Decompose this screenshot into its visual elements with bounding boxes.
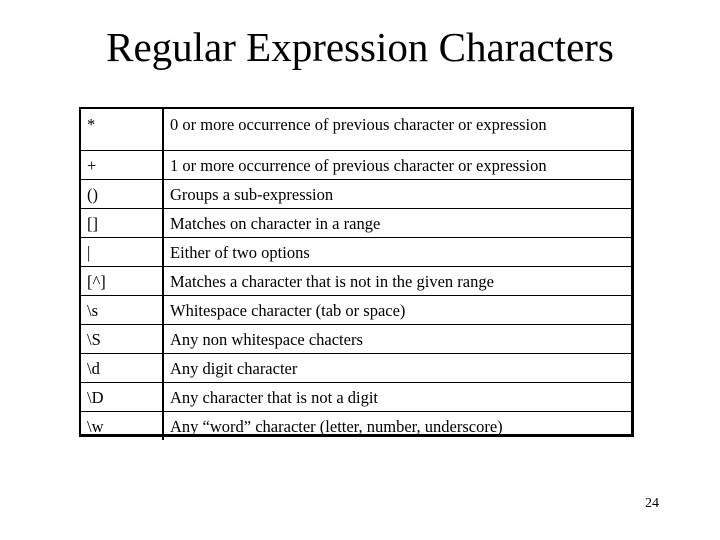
- symbol-cell: []: [81, 208, 163, 237]
- description-cell: Whitespace character (tab or space): [163, 295, 631, 324]
- regex-table-container: [79, 107, 634, 437]
- description-cell: Any digit character: [163, 353, 631, 382]
- table-row: [81, 382, 631, 411]
- description-cell: Groups a sub-expression: [163, 179, 631, 208]
- description-cell: 1 or more occurrence of previous character or expression: [163, 150, 631, 179]
- description-cell: Any non whitespace chacters: [163, 324, 631, 353]
- symbol-cell: *: [81, 109, 163, 150]
- page-number: 24: [645, 496, 659, 511]
- symbol-cell: \w: [81, 411, 163, 440]
- table-row: [81, 208, 631, 237]
- symbol-cell: \d: [81, 353, 163, 382]
- regex-table: [81, 109, 631, 440]
- table-row: [81, 411, 631, 440]
- table-row: [81, 295, 631, 324]
- symbol-cell: \D: [81, 382, 163, 411]
- description-cell: Matches a character that is not in the given range: [163, 266, 631, 295]
- symbol-cell: (): [81, 179, 163, 208]
- slide-title: Regular Expression Characters: [106, 24, 614, 70]
- table-row: [81, 353, 631, 382]
- symbol-cell: \S: [81, 324, 163, 353]
- table-row: [81, 109, 631, 150]
- table-row: [81, 237, 631, 266]
- table-row: [81, 150, 631, 179]
- description-cell: Matches on character in a range: [163, 208, 631, 237]
- table-row: [81, 324, 631, 353]
- symbol-cell: +: [81, 150, 163, 179]
- symbol-cell: [^]: [81, 266, 163, 295]
- table-row: [81, 179, 631, 208]
- symbol-cell: \s: [81, 295, 163, 324]
- description-cell: 0 or more occurrence of previous character or expression: [170, 115, 547, 134]
- description-cell: Any character that is not a digit: [163, 382, 631, 411]
- description-cell: Either of two options: [163, 237, 631, 266]
- description-cell: Any “word” character (letter, number, underscore): [163, 411, 631, 440]
- symbol-cell: |: [81, 237, 163, 266]
- table-row: [81, 266, 631, 295]
